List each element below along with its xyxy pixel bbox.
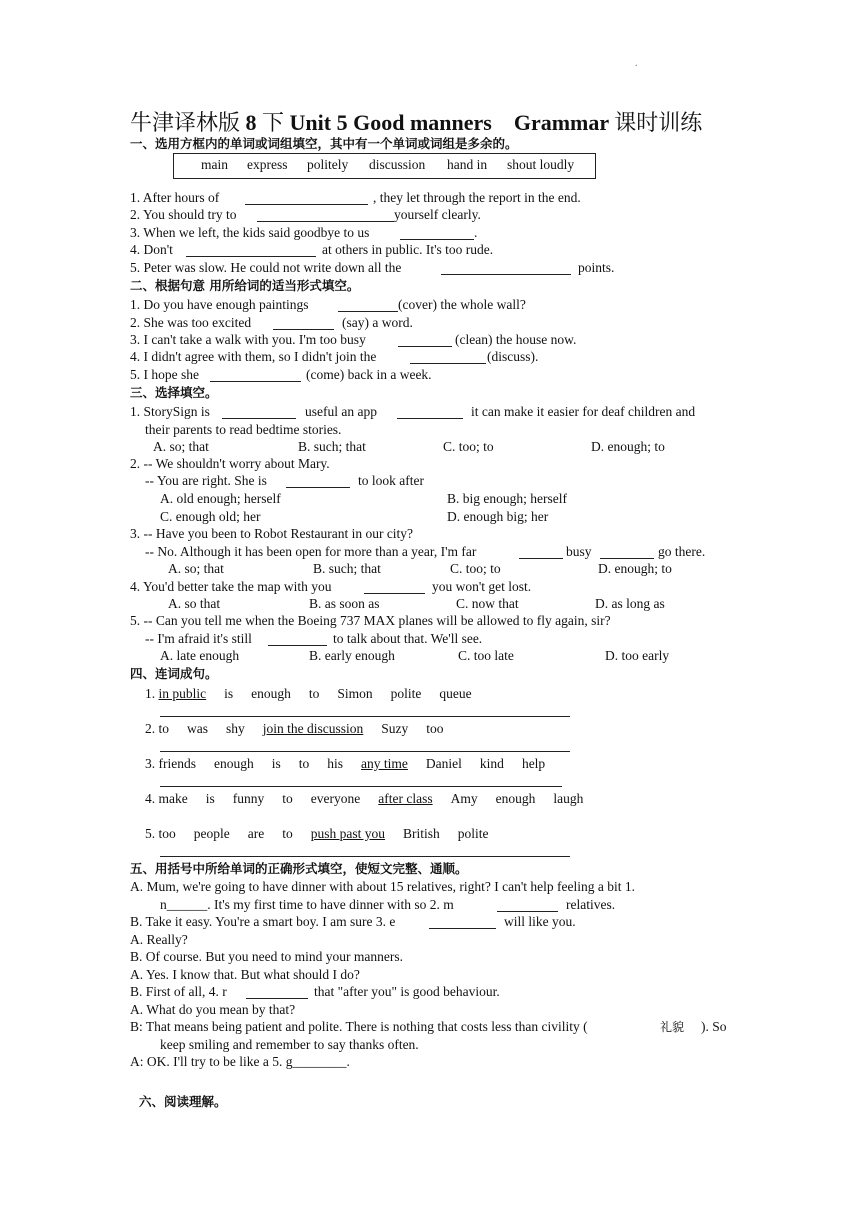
word-token: British xyxy=(403,826,440,841)
word-token: is xyxy=(224,686,234,701)
answer-blank[interactable] xyxy=(519,558,563,559)
section-1-heading: 一、选用方框内的单词或词组填空，其中有一个单词或词组是多余的。 xyxy=(130,136,518,151)
option[interactable]: C. now that xyxy=(456,596,519,611)
word-box-item: discussion xyxy=(369,157,426,172)
s1-item-2: 2. You should try to xyxy=(130,207,237,222)
section-2-heading: 二、根据句意 用所给词的适当形式填空。 xyxy=(130,278,360,293)
word-box-item: hand in xyxy=(447,157,488,172)
s1-item-5-rest: points. xyxy=(578,260,615,275)
word-token: Simon xyxy=(337,686,373,701)
page-dot: . xyxy=(635,58,638,69)
dialogue-line-6: B. First of all, 4. r xyxy=(130,984,227,999)
s4-item-4 xyxy=(145,790,601,807)
s1-item-4: 4. Don't xyxy=(130,242,173,257)
dialogue-line-4: B. Of course. But you need to mind your manners. xyxy=(130,949,403,964)
s3-q2: 2. -- We shouldn't worry about Mary. xyxy=(130,456,330,471)
option[interactable]: D. enough big; her xyxy=(447,509,549,524)
word-token: are xyxy=(247,826,265,841)
s3-q5: 5. -- Can you tell me when the Boeing 737 MAX planes will be allowed to fly again, sir? xyxy=(130,613,611,628)
answer-blank[interactable] xyxy=(268,645,327,646)
s3-q4: 4. You'd better take the map with you xyxy=(130,579,332,594)
word-token: in public xyxy=(158,686,207,701)
dialogue-line-1-cont: n______. It's my first time to have dinner with so 2. m xyxy=(160,897,454,912)
word-token: queue xyxy=(439,686,472,701)
dialogue-line-8-cont: keep smiling and remember to say thanks often. xyxy=(160,1037,419,1052)
word-token: was xyxy=(187,721,209,736)
s3-q1-rest: it can make it easier for deaf children and xyxy=(471,404,696,419)
s3-q1-mid: useful an app xyxy=(305,404,377,419)
dialogue-line-9 xyxy=(130,1053,350,1070)
s3-q3-rest: go there. xyxy=(658,544,706,559)
title-term: 下 xyxy=(262,111,285,136)
word-token: polite xyxy=(390,686,422,701)
word-token: his xyxy=(327,756,344,771)
word-token: any time xyxy=(361,756,408,771)
s2-item-2: 2. She was too excited xyxy=(130,315,252,330)
word-box-item: express xyxy=(247,157,288,172)
s4-item-3 xyxy=(145,755,563,772)
answer-blank[interactable] xyxy=(441,274,571,275)
option[interactable]: D. enough; to xyxy=(591,439,665,454)
word-token: enough xyxy=(495,791,536,806)
word-token: too xyxy=(426,721,444,736)
word-token: to xyxy=(308,686,320,701)
option[interactable]: B. such; that xyxy=(313,561,381,576)
section-6-heading: 六、阅读理解。 xyxy=(139,1094,227,1109)
dialogue-line-2-rest: will like you. xyxy=(504,914,576,929)
answer-blank[interactable] xyxy=(338,311,398,312)
s2-item-4-rest: (discuss). xyxy=(487,349,539,364)
word-token: shy xyxy=(226,721,245,736)
option[interactable]: A. late enough xyxy=(160,648,240,663)
option[interactable]: C. enough old; her xyxy=(160,509,261,524)
dialogue-line-2: B. Take it easy. You're a smart boy. I am sure 3. e xyxy=(130,914,396,929)
title-suffix: 课时训练 xyxy=(614,111,703,136)
s3-q4-rest: you won't get lost. xyxy=(432,579,532,594)
s1-item-4-rest: at others in public. It's too rude. xyxy=(322,242,494,257)
item-number: 5. xyxy=(145,826,156,841)
word-token: to xyxy=(298,756,310,771)
option[interactable]: A. so; that xyxy=(168,561,224,576)
word-token: push past you xyxy=(310,826,386,841)
item-number: 2. xyxy=(145,721,156,736)
answer-blank[interactable] xyxy=(257,221,394,222)
dialogue-line-6-rest: that "after you" is good behaviour. xyxy=(314,984,500,999)
option[interactable]: C. too late xyxy=(458,648,514,663)
word-box-item: shout loudly xyxy=(507,157,575,172)
dialogue-line-5: A. Yes. I know that. But what should I do? xyxy=(130,967,360,982)
answer-blank[interactable] xyxy=(273,329,334,330)
section-3-heading: 三、选择填空。 xyxy=(130,385,218,400)
answer-line[interactable] xyxy=(160,856,570,857)
answer-line[interactable] xyxy=(160,751,570,752)
option[interactable]: A. so; that xyxy=(153,439,209,454)
s3-q1-cont: their parents to read bedtime stories. xyxy=(145,422,342,437)
answer-blank[interactable] xyxy=(222,418,296,419)
s2-item-3: 3. I can't take a walk with you. I'm too busy xyxy=(130,332,366,347)
answer-blank[interactable] xyxy=(210,381,301,382)
word-token: is xyxy=(205,791,215,806)
answer-blank[interactable] xyxy=(186,256,316,257)
s1-item-1: 1. After hours of xyxy=(130,190,220,205)
answer-blank[interactable] xyxy=(429,928,496,929)
answer-blank[interactable] xyxy=(364,593,425,594)
option[interactable]: B. early enough xyxy=(309,648,395,663)
item-number: 4. xyxy=(145,791,156,806)
s1-item-2-rest: yourself clearly. xyxy=(394,207,481,222)
word-token: after class xyxy=(378,791,433,806)
answer-blank[interactable] xyxy=(246,998,308,999)
word-token: to xyxy=(158,721,170,736)
option[interactable]: B. as soon as xyxy=(309,596,380,611)
word-token: is xyxy=(271,756,281,771)
s2-item-1: 1. Do you have enough paintings xyxy=(130,297,309,312)
s2-item-3-rest: (clean) the house now. xyxy=(455,332,577,347)
item-number: 1. xyxy=(145,686,156,701)
s3-q5-reply-rest: to talk about that. We'll see. xyxy=(333,631,483,646)
word-token: to xyxy=(282,791,293,806)
answer-line[interactable] xyxy=(160,786,562,787)
answer-blank[interactable] xyxy=(400,239,474,240)
s2-item-5-rest: (come) back in a week. xyxy=(306,367,432,382)
word-token: join the discussion xyxy=(262,721,364,736)
s1-item-1-rest: , they let through the report in the end. xyxy=(373,190,581,205)
answer-blank[interactable] xyxy=(410,363,486,364)
answer-blank[interactable]: ________. xyxy=(292,1054,350,1069)
s4-item-2 xyxy=(145,720,462,737)
s3-q3-reply: -- No. Although it has been open for more than a year, I'm far xyxy=(145,544,477,559)
item-number: 3. xyxy=(145,756,156,771)
word-token: to xyxy=(282,826,293,841)
answer-blank[interactable] xyxy=(497,911,558,912)
word-token: enough xyxy=(214,756,254,771)
word-token: polite xyxy=(457,826,489,841)
dialogue-line-1: A. Mum, we're going to have dinner with about 15 relatives, right? I can't help feeling a bit 1. xyxy=(130,879,635,894)
answer-blank[interactable] xyxy=(600,558,654,559)
s3-q3-mid: busy xyxy=(566,544,592,559)
answer-line[interactable] xyxy=(160,716,570,717)
word-token: enough xyxy=(251,686,291,701)
option[interactable]: D. enough; to xyxy=(598,561,672,576)
answer-blank[interactable] xyxy=(398,346,452,347)
s2-item-2-rest: (say) a word. xyxy=(342,315,413,330)
option[interactable]: C. too; to xyxy=(450,561,501,576)
option[interactable]: D. too early xyxy=(605,648,670,663)
option[interactable]: B. big enough; herself xyxy=(447,491,567,506)
title-publisher: 牛津译林版 xyxy=(130,111,241,136)
word-token: kind xyxy=(479,756,504,771)
section-5-heading: 五、用括号中所给单词的正确形式填空，使短文完整、通顺。 xyxy=(130,861,468,876)
word-box-item: politely xyxy=(307,157,349,172)
word-token: friends xyxy=(158,756,196,771)
answer-blank[interactable] xyxy=(286,487,350,488)
word-token: Amy xyxy=(450,791,478,806)
civility-cn: 礼貌 xyxy=(660,1020,685,1034)
dialogue-line-3: A. Really? xyxy=(130,932,188,947)
worksheet-title xyxy=(130,106,702,137)
s4-item-5 xyxy=(145,825,507,842)
s1-item-3: 3. When we left, the kids said goodbye to us xyxy=(130,225,370,240)
s3-q2-reply: -- You are right. She is xyxy=(145,473,267,488)
option[interactable]: C. too; to xyxy=(443,439,494,454)
answer-blank[interactable] xyxy=(245,204,368,205)
s1-item-5: 5. Peter was slow. He could not write down all the xyxy=(130,260,402,275)
s4-item-1 xyxy=(145,685,490,702)
answer-blank[interactable] xyxy=(397,418,463,419)
word-token: Daniel xyxy=(425,756,462,771)
s3-q2-reply-rest: to look after xyxy=(358,473,424,488)
dialogue-text: A: OK. I'll try to be like a 5. g xyxy=(130,1054,293,1069)
word-token: make xyxy=(158,791,188,806)
option[interactable]: A. old enough; herself xyxy=(160,491,281,506)
dialogue-line-7: A. What do you mean by that? xyxy=(130,1002,296,1017)
word-token: everyone xyxy=(310,791,361,806)
option[interactable]: B. such; that xyxy=(298,439,366,454)
option[interactable]: A. so that xyxy=(168,596,221,611)
dialogue-line-8-end: ). So xyxy=(701,1019,727,1034)
s3-q1: 1. StorySign is xyxy=(130,404,210,419)
dialogue-text: B: That means being patient and polite. There is nothing that costs less than civility ( xyxy=(130,1019,588,1034)
word-token: too xyxy=(158,826,176,841)
dialogue-line-1-rest: relatives. xyxy=(566,897,616,912)
title-grade: 8 xyxy=(245,110,257,135)
s3-q5-reply: -- I'm afraid it's still xyxy=(145,631,252,646)
word-box-item: main xyxy=(201,157,228,172)
s3-q3: 3. -- Have you been to Robot Restaurant in our city? xyxy=(130,526,414,541)
word-token: funny xyxy=(232,791,265,806)
section-4-heading: 四、连词成句。 xyxy=(130,666,218,681)
dialogue-line-8 xyxy=(130,1018,588,1035)
s1-item-3-rest: . xyxy=(474,225,478,240)
option[interactable]: D. as long as xyxy=(595,596,665,611)
word-token: Suzy xyxy=(381,721,409,736)
s2-item-1-rest: (cover) the whole wall? xyxy=(398,297,526,312)
s2-item-4: 4. I didn't agree with them, so I didn't join the xyxy=(130,349,377,364)
word-token: laugh xyxy=(553,791,584,806)
word-token: help xyxy=(521,756,546,771)
word-token: people xyxy=(193,826,230,841)
title-unit: Unit 5 Good manners Grammar xyxy=(289,110,609,135)
s2-item-5: 5. I hope she xyxy=(130,367,199,382)
